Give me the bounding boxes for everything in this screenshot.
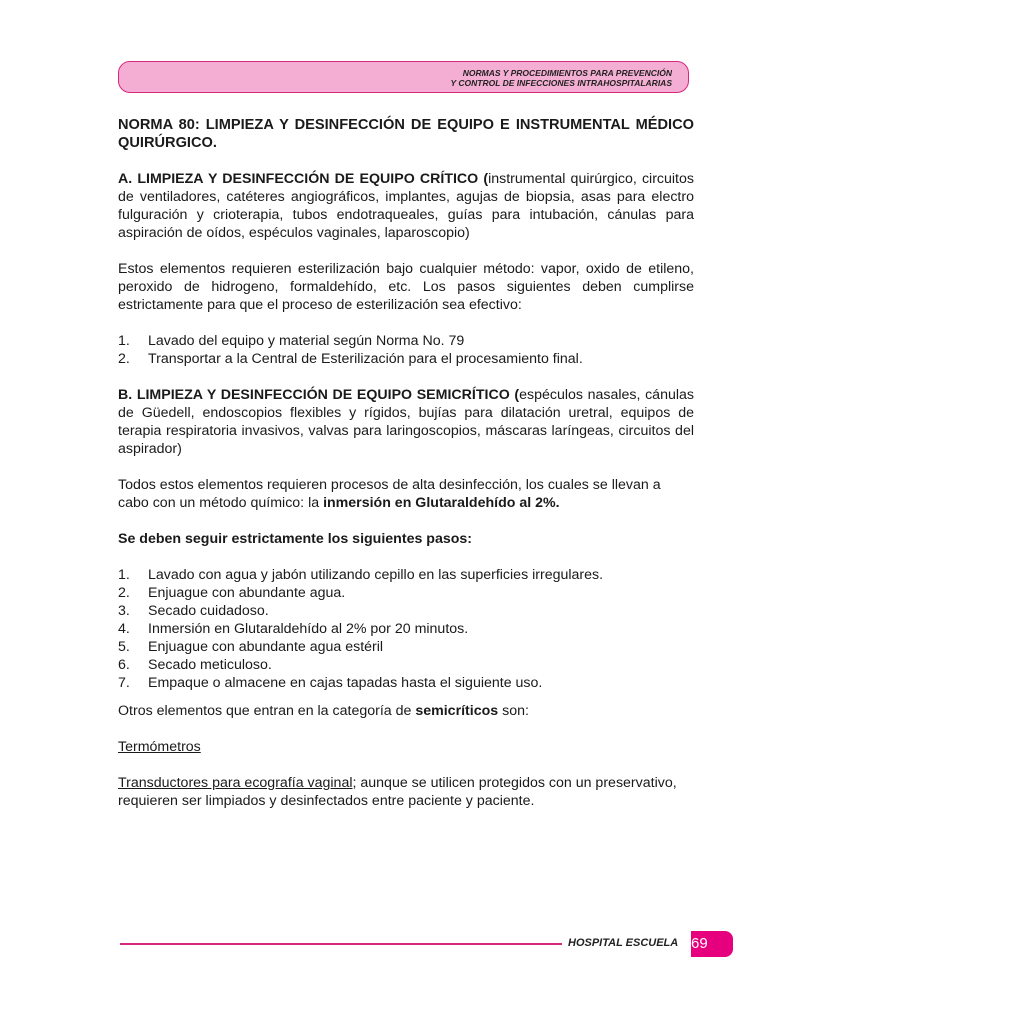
section-b-intro xyxy=(118,386,694,458)
list-item: 6. Secado meticuloso. xyxy=(118,657,272,673)
header-line-1: NORMAS Y PROCEDIMIENTOS PARA PREVENCIÓN xyxy=(462,68,672,78)
list-item: 3. Secado cuidadoso. xyxy=(118,603,269,619)
list-item: 5. Enjuague con abundante agua estéril xyxy=(118,639,384,655)
header-line-2: Y CONTROL DE INFECCIONES INTRAHOSPITALARIAS xyxy=(450,78,672,88)
header-text xyxy=(451,68,673,88)
list-item: 4. Inmersión en Glutaraldehído al 2% por 20 minutos. xyxy=(118,621,469,637)
page-title: NORMA 80: LIMPIEZA Y DESINFECCIÓN DE EQUIPO E INSTRUMENTAL MÉDICO QUIRÚRGICO. xyxy=(118,117,694,151)
section-b-paragraph: Todos estos elementos requieren procesos de alta desinfección, los cuales se llevan a cabo con un método químico: la inmersión en Glutaraldehído al 2%. xyxy=(118,477,661,511)
list-item: 2. Transportar a la Central de Esterilización para el procesamiento final. xyxy=(118,351,583,367)
page-number-badge: 69 xyxy=(691,931,733,957)
section-a-paragraph: Estos elementos requieren esterilización bajo cualquier método: vapor, oxido de etileno, peroxido de hidrogeno, formaldehído, etc. Los pasos siguientes deben cumplirse estrictamente para que el proceso de esterilización sea efectivo: xyxy=(118,261,694,313)
item-transductores: Transductores para ecografía vaginal; aunque se utilicen protegidos con un preservativo, requieren ser limpiados y desinfectados entre paciente y paciente. xyxy=(118,775,677,809)
section-b-heading: B. LIMPIEZA Y DESINFECCIÓN DE EQUIPO SEMICRÍTICO ( xyxy=(118,387,520,403)
others-sentence: Otros elementos que entran en la categoría de semicríticos son: xyxy=(118,703,529,719)
footer-label: HOSPITAL ESCUELA xyxy=(568,937,679,949)
list-item: 1. Lavado del equipo y material según Norma No. 79 xyxy=(118,333,465,349)
section-a-intro xyxy=(118,170,694,242)
header-banner xyxy=(118,61,689,93)
section-a-steps xyxy=(118,332,694,368)
steps-heading: Se deben seguir estrictamente los siguientes pasos: xyxy=(118,531,473,547)
section-b-steps xyxy=(118,566,694,692)
list-item: 2. Enjuague con abundante agua. xyxy=(118,585,346,601)
footer-divider xyxy=(120,943,562,945)
list-item: 1. Lavado con agua y jabón utilizando cepillo en las superficies irregulares. xyxy=(118,567,604,583)
section-a-text: instrumental quirúrgico, circuitos de ventiladores, catéteres angiográficos, implantes, agujas de biopsia, asas para electro fulguración y crioterapia, tubos endotraqueales, guías para intubación, cánulas para aspiración de oídos, espéculos vaginales, laparoscopio) xyxy=(118,171,694,241)
section-a-heading: A. LIMPIEZA Y DESINFECCIÓN DE EQUIPO CRÍTICO ( xyxy=(118,171,489,187)
list-item: 7. Empaque o almacene en cajas tapadas hasta el siguiente uso. xyxy=(118,675,543,691)
page-content xyxy=(118,116,694,810)
item-termometros: Termómetros xyxy=(118,739,201,755)
section-b-text: espéculos nasales, cánulas de Güedell, endoscopios flexibles y rígidos, bujías para dilatación uretral, equipos de terapia respiratoria invasivos, valvas para laringoscopios, máscaras laríngeas, circuitos del aspirador) xyxy=(118,387,694,457)
